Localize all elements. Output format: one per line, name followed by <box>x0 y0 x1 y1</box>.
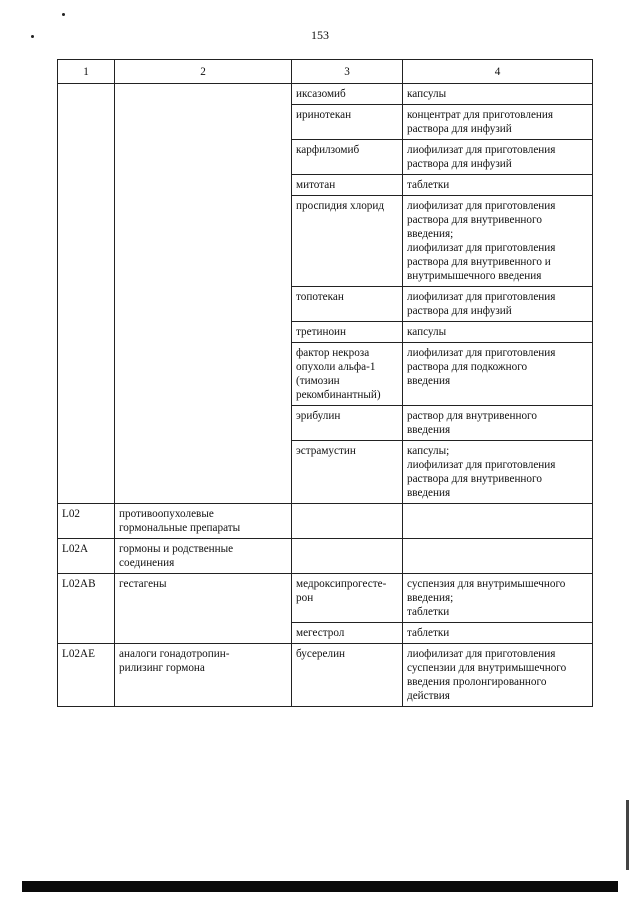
drug-cell: иксазомиб <box>292 84 403 105</box>
form-cell: лиофилизат для приготовления суспензии для внутримышечного введения пролонгированного действия <box>403 644 593 707</box>
table-row <box>58 539 593 574</box>
code-cell: L02A <box>58 539 115 574</box>
table-row <box>58 644 593 707</box>
drug-cell: эстрамустин <box>292 441 403 504</box>
drug-cell: мегестрол <box>292 623 403 644</box>
code-cell <box>58 84 115 504</box>
group-cell: аналоги гонадотропин- рилизинг гормона <box>115 644 292 707</box>
drug-table <box>57 59 593 707</box>
group-cell: противоопухолевые гормональные препараты <box>115 504 292 539</box>
form-cell <box>403 504 593 539</box>
scan-speck <box>62 13 65 16</box>
form-cell: раствор для внутривенного введения <box>403 406 593 441</box>
scan-edge-mark <box>626 800 629 870</box>
page-number: 153 <box>311 28 329 42</box>
form-cell: концентрат для приготовления раствора для инфузий <box>403 105 593 140</box>
table-row <box>58 574 593 623</box>
form-cell: лиофилизат для приготовления раствора для подкожного введения <box>403 343 593 406</box>
form-cell <box>403 539 593 574</box>
drug-cell <box>292 504 403 539</box>
table-header-row <box>58 60 593 84</box>
drug-cell: третиноин <box>292 322 403 343</box>
drug-cell <box>292 539 403 574</box>
column-header: 2 <box>115 60 292 84</box>
drug-cell: иринотекан <box>292 105 403 140</box>
drug-cell: митотан <box>292 175 403 196</box>
column-header: 3 <box>292 60 403 84</box>
drug-cell: проспидия хлорид <box>292 196 403 287</box>
drug-cell: бусерелин <box>292 644 403 707</box>
scan-bottom-bar <box>22 881 618 892</box>
form-cell: таблетки <box>403 623 593 644</box>
drug-cell: медроксипрогесте- рон <box>292 574 403 623</box>
code-cell: L02AB <box>58 574 115 644</box>
drug-cell: карфилзомиб <box>292 140 403 175</box>
group-cell: гестагены <box>115 574 292 644</box>
code-cell: L02AE <box>58 644 115 707</box>
form-cell: лиофилизат для приготовления раствора для инфузий <box>403 140 593 175</box>
code-cell: L02 <box>58 504 115 539</box>
form-cell: суспензия для внутримышечного введения; таблетки <box>403 574 593 623</box>
form-cell: капсулы <box>403 84 593 105</box>
form-cell: таблетки <box>403 175 593 196</box>
form-cell: лиофилизат для приготовления раствора для внутривенного введения; лиофилизат для приготовления раствора для внутривенного и внутримышечного введения <box>403 196 593 287</box>
form-cell: лиофилизат для приготовления раствора для инфузий <box>403 287 593 322</box>
table-row <box>58 84 593 105</box>
form-cell: капсулы <box>403 322 593 343</box>
group-cell: гормоны и родственные соединения <box>115 539 292 574</box>
column-header: 4 <box>403 60 593 84</box>
column-header: 1 <box>58 60 115 84</box>
drug-cell: фактор некроза опухоли альфа-1 (тимозин рекомбинантный) <box>292 343 403 406</box>
drug-cell: топотекан <box>292 287 403 322</box>
form-cell: капсулы; лиофилизат для приготовления раствора для внутривенного введения <box>403 441 593 504</box>
table-row <box>58 504 593 539</box>
group-cell <box>115 84 292 504</box>
drug-cell: эрибулин <box>292 406 403 441</box>
